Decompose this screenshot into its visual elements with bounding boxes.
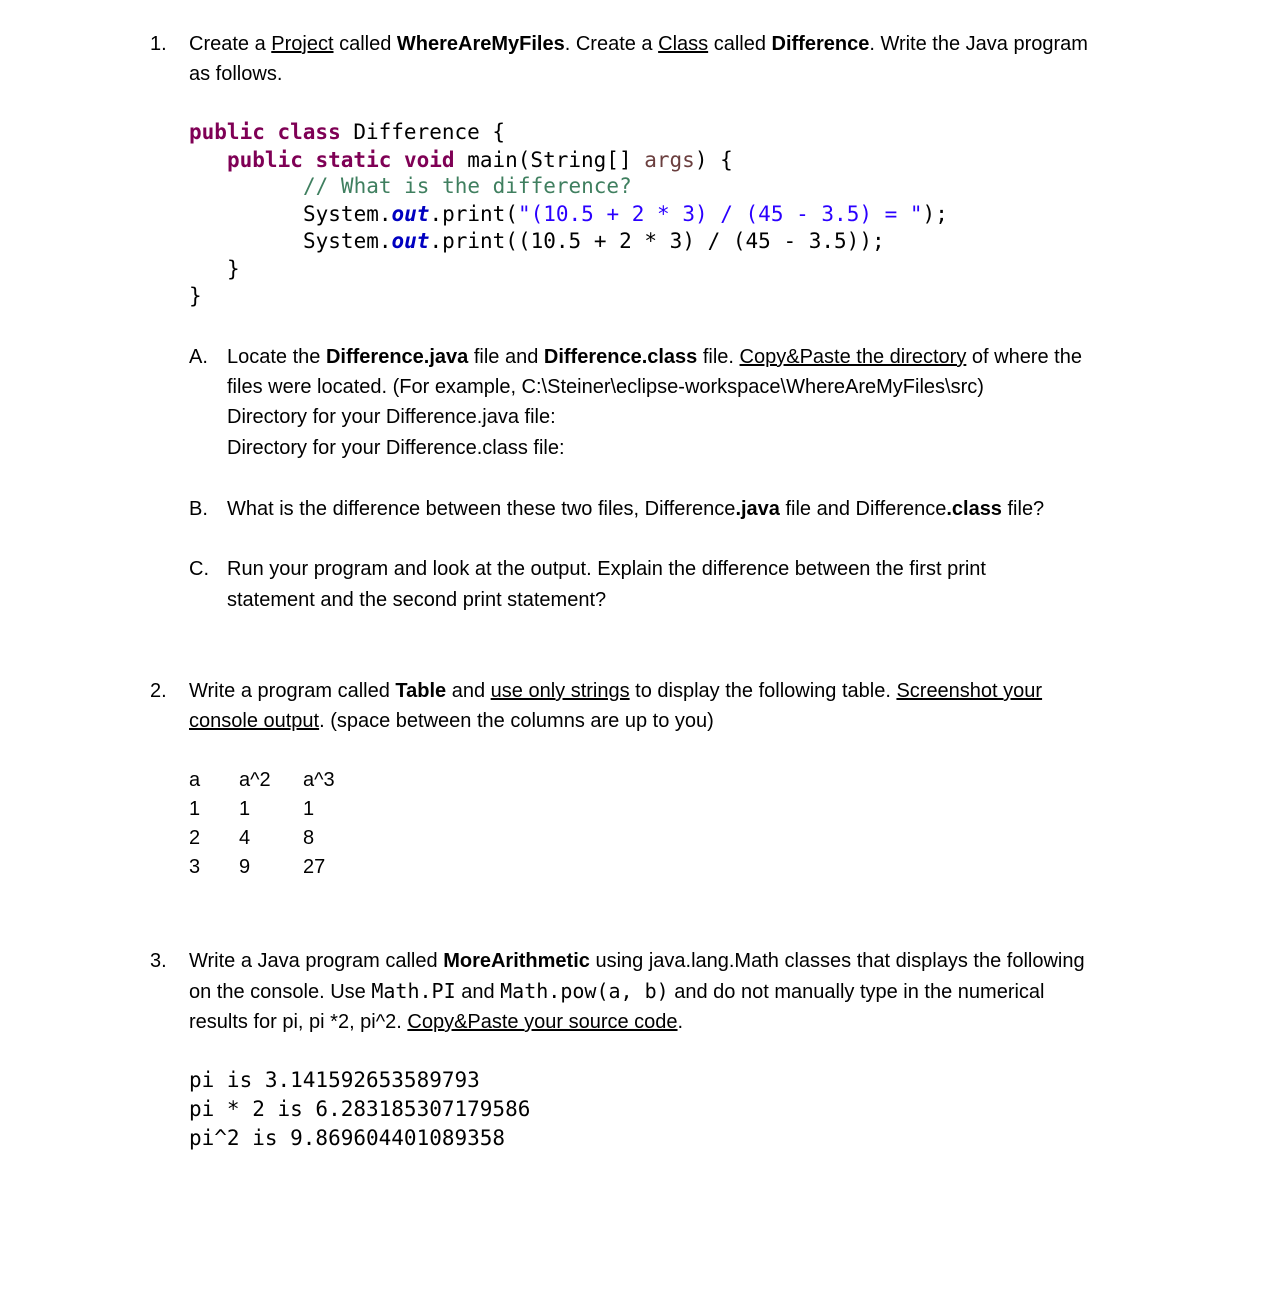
code-line-1: [189, 119, 505, 146]
math-pow-code: Math.pow(a, b): [500, 979, 669, 1003]
code-text: System.: [303, 202, 392, 226]
text: file?: [1001, 498, 1045, 520]
copy-paste-directory-instruction: Copy&Paste the directory: [739, 346, 967, 368]
part-b-line-1: [227, 494, 1044, 524]
code-field: out: [391, 202, 430, 226]
text: and: [455, 981, 501, 1003]
class-name: Difference: [771, 33, 870, 55]
project-term: Project: [271, 33, 334, 55]
table-cell: 1: [239, 798, 251, 820]
class-file-name: Difference.class: [543, 346, 698, 368]
text: . (space between the columns are up to you): [319, 710, 714, 732]
question-1-line-1: [189, 29, 1088, 59]
text: .: [677, 1011, 684, 1033]
code-text: System.: [303, 229, 392, 253]
text: called: [333, 33, 397, 55]
text: called: [708, 33, 772, 55]
code-string: "(10.5 + 2 * 3) / (45 - 3.5) = ": [517, 202, 923, 226]
code-line-3-comment: // What is the difference?: [303, 174, 632, 198]
part-c-line-2: statement and the second print statement?: [227, 589, 607, 611]
table-cell: 8: [303, 827, 315, 849]
text: file and: [468, 346, 544, 368]
question-3-number: 3.: [150, 950, 167, 972]
part-a-line-3: Directory for your Difference.java file:: [227, 406, 556, 428]
part-c-label: C.: [189, 558, 209, 580]
code-text: .print(: [429, 202, 518, 226]
table-cell: 2: [189, 827, 201, 849]
code-text: Difference {: [340, 120, 506, 144]
table-header-a-cubed: a^3: [303, 769, 335, 791]
text: Locate the: [227, 346, 326, 368]
code-field: out: [391, 229, 430, 253]
question-3-line-1: [189, 946, 1085, 976]
use-only-strings-instruction: use only strings: [490, 680, 630, 702]
table-cell: 9: [239, 856, 251, 878]
project-name: WhereAreMyFiles: [396, 33, 565, 55]
code-text: .print((10.5 + 2 * 3) / (45 - 3.5));: [429, 229, 885, 253]
table-cell: 3: [189, 856, 201, 878]
text: using java.lang.Math classes that displays the following: [589, 950, 1085, 972]
code-line-5: [303, 228, 885, 255]
table-cell: 4: [239, 827, 251, 849]
code-text: );: [922, 202, 948, 226]
screenshot-instruction: Screenshot your: [896, 680, 1043, 702]
question-1-line-2: as follows.: [189, 63, 283, 85]
text: and: [446, 680, 491, 702]
text: What is the difference between these two files, Difference: [227, 498, 736, 520]
text: on the console. Use: [189, 981, 372, 1003]
console-output-instruction: console output: [189, 710, 320, 732]
text: . Write the Java program: [869, 33, 1088, 55]
program-name: Table: [395, 680, 447, 702]
code-keyword: public static void: [227, 148, 455, 172]
part-a-label: A.: [189, 346, 208, 368]
copy-paste-source-instruction: Copy&Paste your source code: [407, 1011, 678, 1033]
output-line-3: pi^2 is 9.869604401089358: [189, 1126, 506, 1150]
table-header-a: a: [189, 769, 201, 791]
question-1-number: 1.: [150, 33, 167, 55]
part-a-line-4: Directory for your Difference.class file:: [227, 437, 565, 459]
text: Write a program called: [189, 680, 396, 702]
class-term: Class: [658, 33, 709, 55]
code-line-4: [303, 201, 948, 228]
text: . Create a: [564, 33, 659, 55]
text: of where the: [966, 346, 1082, 368]
code-line-6: }: [227, 257, 240, 281]
math-pi-code: Math.PI: [371, 979, 456, 1003]
class-extension: .class: [946, 498, 1002, 520]
part-a-line-2: files were located. (For example, C:\Steiner\eclipse-workspace\WhereAreMyFiles\src): [227, 376, 984, 398]
code-text: ) {: [694, 148, 733, 172]
part-c-line-1: Run your program and look at the output. Explain the difference between the first print: [227, 558, 986, 580]
text: Create a: [189, 33, 272, 55]
java-extension: .java: [735, 498, 780, 520]
output-line-1: pi is 3.141592653589793: [189, 1068, 480, 1092]
text: to display the following table.: [629, 680, 897, 702]
question-2-number: 2.: [150, 680, 167, 702]
table-header-a-squared: a^2: [239, 769, 271, 791]
output-line-2: pi * 2 is 6.283185307179586: [189, 1097, 531, 1121]
table-cell: 1: [189, 798, 201, 820]
question-2-line-2: [189, 706, 714, 736]
text: file.: [697, 346, 740, 368]
text: file and Difference: [779, 498, 947, 520]
code-keyword: public class: [189, 120, 341, 144]
text: results for pi, pi *2, pi^2.: [189, 1011, 408, 1033]
part-b-label: B.: [189, 498, 208, 520]
java-file-name: Difference.java: [325, 346, 469, 368]
part-a-line-1: [227, 342, 1082, 372]
table-cell: 1: [303, 798, 315, 820]
text: Write a Java program called: [189, 950, 444, 972]
code-text: main(String[]: [454, 148, 645, 172]
table-cell: 27: [303, 856, 326, 878]
program-name: MoreArithmetic: [443, 950, 590, 972]
text: and do not manually type in the numerical: [668, 981, 1045, 1003]
question-3-line-3: [189, 1007, 683, 1037]
question-2-line-1: [189, 676, 1042, 706]
code-variable: args: [644, 148, 695, 172]
code-line-2: [227, 147, 733, 174]
question-3-line-2: [189, 976, 1044, 1007]
code-line-7: }: [189, 284, 202, 308]
